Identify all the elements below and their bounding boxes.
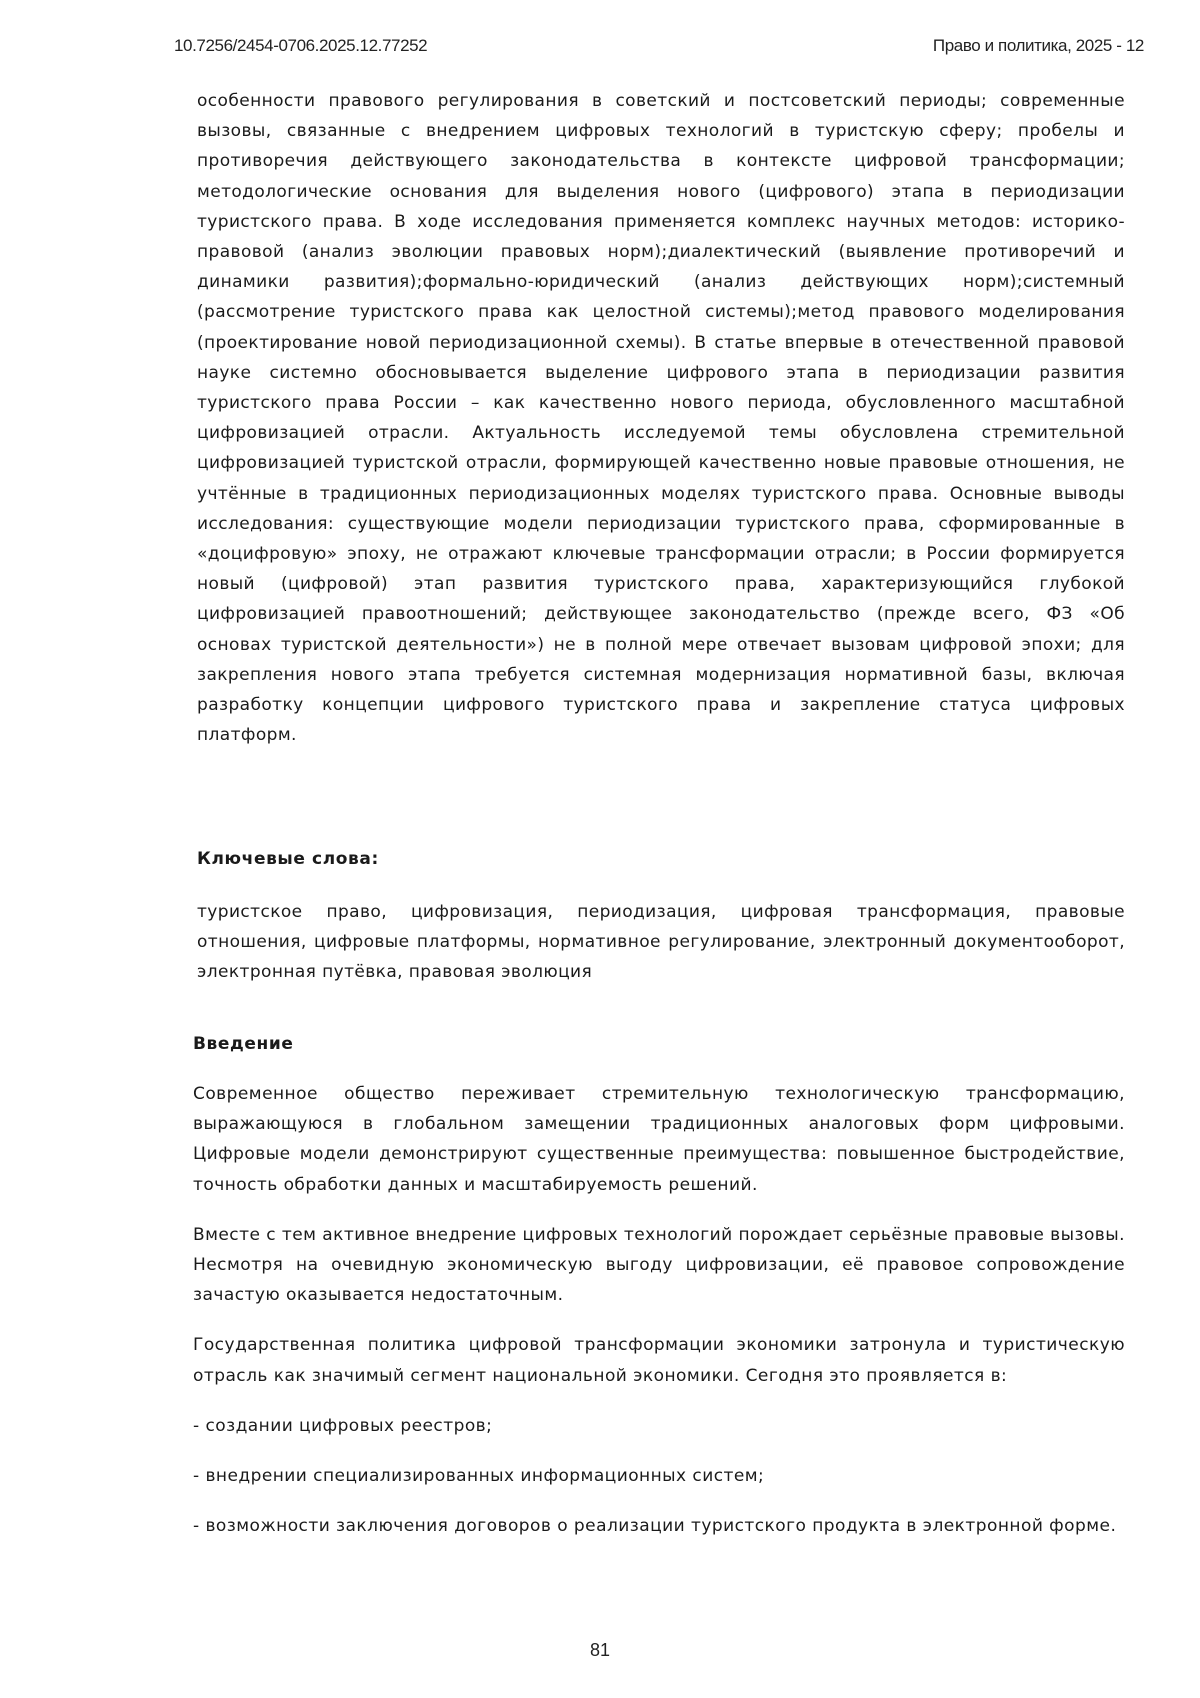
keywords-title: Ключевые слова: [197, 849, 379, 869]
page-number: 81 [589, 1640, 611, 1660]
doi: 10.7256/2454-0706.2025.12.77252 [174, 36, 428, 55]
keywords-text: туристское право, цифровизация, периодизация, цифровая трансформация, правовые отношения, цифровые платформы, нормативное регулирование, электронный документооборот, электронная путёвка, правовая эволюция [197, 902, 1125, 983]
introduction-body [193, 1079, 1125, 1561]
list-item: - возможности заключения договоров о реализации туристского продукта в электронной форме. [193, 1516, 1117, 1537]
running-head [174, 36, 1144, 60]
abstract-text: особенности правового регулирования в советский и постсоветский периоды; современные вызовы, связанные с внедрением цифровых технологий в туристскую сферу; пробелы и противоречия действующего законодательства в контексте цифровой трансформации; методологические основания для выделения нового (цифрового) этапа в периодизации туристского права. В ходе исследования применяется комплекс научных методов: историко-правовой (анализ эволюции правовых норм);диалектический (выявление противоречий и динамики развития);формально-юридический (анализ действующих норм);системный (рассмотрение туристского права как целостной системы);метод правового моделирования (проектирование новой периодизационной схемы). В статье впервые в отечественной правовой науке системно обосновывается выделение цифрового этапа в периодизации развития туристского права России – как качественно нового периода, обусловленного масштабной цифровизацией отрасли. Актуальность исследуемой темы обусловлена стремительной цифровизацией туристской отрасли, формирующей качественно новые правовые отношения, не учтённые в традиционных периодизационных моделях туристского права. Основные выводы исследования: существующие модели периодизации туристского права, сформированные в «доцифровую» эпоху, не отражают ключевые трансформации отрасли; в России формируется новый (цифровой) этап развития туристского права, характеризующийся глубокой цифровизацией правоотношений; действующее законодательство (прежде всего, ФЗ «Об основах туристской деятельности») не в полной мере отвечает вызовам цифровой эпохи; для закрепления нового этапа требуется системная модернизация нормативной базы, включая разработку концепции цифрового туристского права и закрепление статуса цифровых платформ. [197, 91, 1125, 746]
intro-paragraph: Современное общество переживает стремительную технологическую трансформацию, выражающуюся в глобальном замещении традиционных аналоговых форм цифровыми. Цифровые модели демонстрируют существенные преимущества: повышенное быстродействие, точность обработки данных и масштабируемость решений. [193, 1084, 1125, 1195]
intro-paragraph: Вместе с тем активное внедрение цифровых технологий порождает серьёзные правовые вызовы. Несмотря на очевидную экономическую выгоду цифровизации, её правовое сопровождение зачастую оказывается недостаточным. [193, 1224, 1125, 1306]
journal-issue: Право и политика, 2025 - 12 [932, 36, 1144, 55]
list-item: - создании цифровых реестров; [193, 1415, 493, 1436]
list-item: - внедрении специализированных информационных систем; [193, 1466, 765, 1487]
introduction-heading: Введение [193, 1034, 294, 1054]
intro-paragraph: Государственная политика цифровой трансформации экономики затронула и туристическую отрасль как значимый сегмент национальной экономики. Сегодня это проявляется в: [193, 1335, 1125, 1386]
